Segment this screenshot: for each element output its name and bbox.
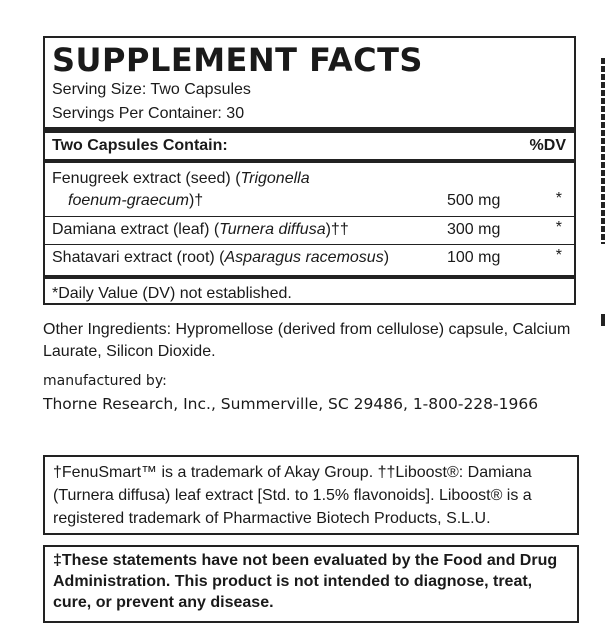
ingredient-amount: 100 mg	[447, 249, 501, 266]
trademark-note: †FenuSmart™ is a trademark of Akay Group. ††Liboost®: Damiana (Turnera diffusa) leaf extract [Std. to 1.5% flavonoids]. Liboost® is a registered trademark of Pharmactive Biotech Products, S.L.U.	[43, 455, 579, 535]
ingredient-name: Fenugreek extract (seed) (	[52, 170, 241, 187]
contents-header-label: Two Capsules Contain:	[52, 137, 228, 154]
ingredient-latin-name-cont: foenum-graecum	[68, 192, 189, 209]
fda-disclaimer: ‡These statements have not been evaluated by the Food and Drug Administration. This product is not intended to diagnose, treat, cure, or prevent any disease.	[43, 545, 579, 623]
row-divider	[45, 244, 574, 245]
dv-footnote: *Daily Value (DV) not established.	[52, 285, 292, 302]
header-divider	[45, 159, 574, 163]
footer-divider	[45, 275, 574, 279]
ingredient-suffix: )†	[188, 192, 204, 209]
contents-header	[52, 136, 566, 156]
other-ingredients: Other Ingredients: Hypromellose (derived from cellulose) capsule, Calcium Laurate, Silicon Dioxide.	[43, 321, 571, 360]
ingredient-dv: *	[555, 247, 562, 264]
row-divider	[45, 216, 574, 217]
ingredient-row-fenugreek	[52, 168, 566, 212]
facts-title: SUPPLEMENT FACTS	[52, 41, 423, 79]
thick-divider	[45, 127, 574, 133]
cropped-edge-mark	[601, 58, 605, 244]
serving-size: Serving Size: Two Capsules	[52, 81, 251, 98]
ingredient-suffix: )	[383, 249, 390, 266]
ingredient-dv: *	[555, 219, 562, 236]
manufacturer-info: Thorne Research, Inc., Summerville, SC 29486, 1-800-228-1966	[43, 395, 539, 413]
dv-header-label: %DV	[529, 137, 566, 154]
ingredient-name: Shatavari extract (root) (	[52, 249, 225, 266]
manufacturer-label: manufactured by:	[43, 373, 167, 389]
ingredient-row-shatavari	[52, 247, 566, 269]
ingredient-latin-name: Turnera diffusa	[219, 221, 326, 238]
ingredient-row-damiana	[52, 219, 566, 241]
ingredient-latin-name: Trigonella	[240, 170, 310, 187]
cropped-edge-mark	[601, 314, 605, 326]
supplement-facts-panel	[43, 36, 576, 305]
ingredient-dv: *	[555, 190, 562, 207]
ingredient-name: Damiana extract (leaf) (	[52, 221, 220, 238]
servings-per-container: Servings Per Container: 30	[52, 105, 245, 122]
ingredient-latin-name: Asparagus racemosus	[224, 249, 384, 266]
ingredient-amount: 500 mg	[447, 192, 501, 209]
ingredient-amount: 300 mg	[447, 221, 501, 238]
ingredient-suffix: )††	[325, 221, 349, 238]
